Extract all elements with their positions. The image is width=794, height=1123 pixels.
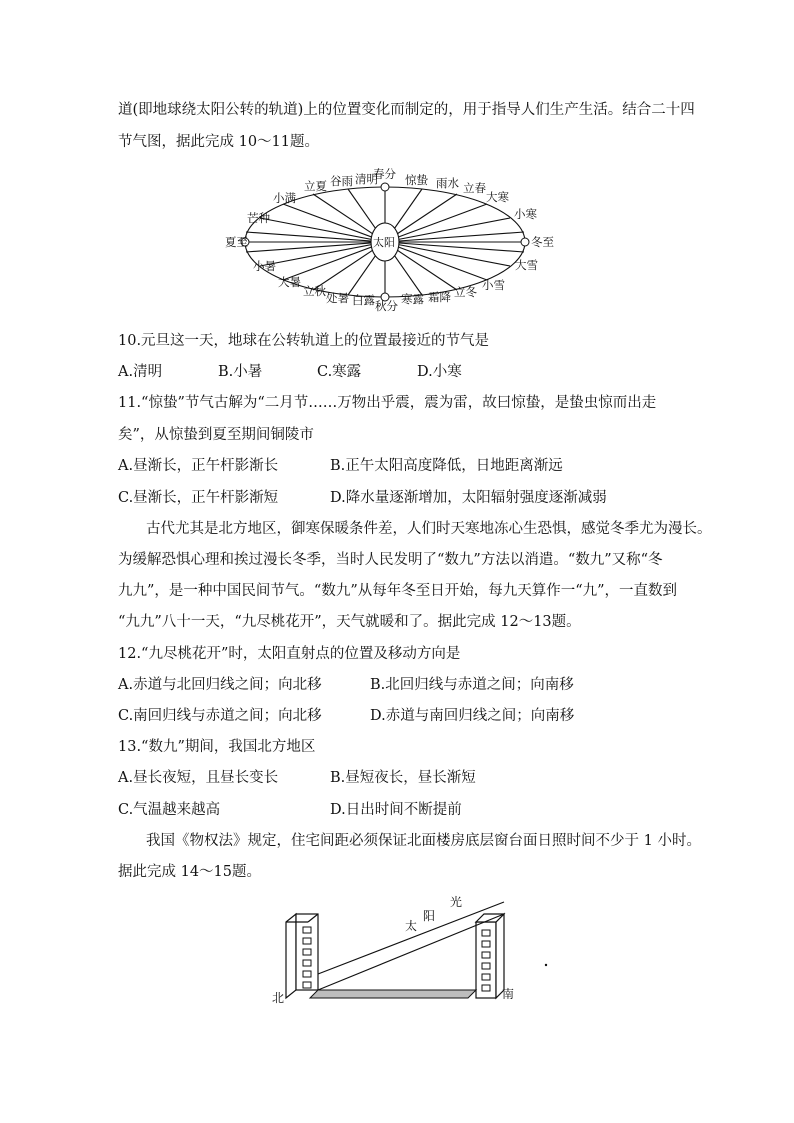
term-xiaoshu: 小暑 bbox=[253, 259, 276, 273]
term-mangzhong: 芒种 bbox=[247, 211, 270, 225]
intro-line-1: 道(即地球绕太阳公转的轨道)上的位置变化而制定的，用于指导人们生产生活。结合二十四 bbox=[118, 102, 695, 118]
q10-option-b: B.小暑 bbox=[218, 364, 263, 380]
north-building-side bbox=[286, 914, 296, 998]
q13-stem: 13.“数九”期间，我国北方地区 bbox=[118, 739, 316, 755]
term-guyu: 谷雨 bbox=[330, 174, 353, 188]
passage2-line-1: 古代尤其是北方地区，御寒保暖条件差，人们时天寒地冻心生恐惧，感觉冬季尤为漫长。 bbox=[146, 521, 712, 537]
ground-shadow bbox=[310, 990, 476, 998]
q11-option-a: A.昼渐长，正午杆影渐长 bbox=[118, 458, 279, 474]
passage2-line-4: “九九”八十一天，“九尽桃花开”，天气就暖和了。据此完成 12～13题。 bbox=[118, 614, 581, 630]
q10-stem: 10.元旦这一天，地球在公转轨道上的位置最接近的节气是 bbox=[118, 333, 490, 349]
q13-option-d: D.日出时间不断提前 bbox=[330, 802, 462, 818]
passage3-line-1: 我国《物权法》规定，住宅间距必须保证北面楼房底层窗台面日照时间不少于 1 小时。 bbox=[146, 833, 701, 849]
q10-option-c: C.寒露 bbox=[317, 364, 362, 380]
south-label: 南 bbox=[502, 987, 515, 1001]
term-daxue: 大雪 bbox=[515, 258, 538, 272]
term-winter-solstice: 冬至 bbox=[531, 235, 554, 249]
q12-option-b: B.北回归线与赤道之间；向南移 bbox=[370, 677, 574, 693]
q12-option-a: A.赤道与北回归线之间；向北移 bbox=[118, 677, 322, 693]
term-bailu: 白露 bbox=[352, 293, 375, 307]
earth-winter-solstice bbox=[521, 238, 529, 246]
term-xiaohan: 小寒 bbox=[514, 207, 537, 221]
north-label: 北 bbox=[272, 991, 285, 1005]
south-building-side bbox=[496, 914, 504, 998]
passage3-line-2: 据此完成 14～15题。 bbox=[118, 864, 262, 880]
sun-label: 太阳 bbox=[373, 236, 395, 249]
term-lixia: 立夏 bbox=[304, 179, 327, 193]
term-xiaoman: 小满 bbox=[273, 191, 296, 205]
q11-stem-2: 矣”，从惊蛰到夏至期间铜陵市 bbox=[118, 427, 314, 443]
term-lidong: 立冬 bbox=[454, 285, 477, 299]
term-qingming: 清明 bbox=[355, 172, 378, 186]
term-xiaoxue: 小雪 bbox=[482, 278, 505, 292]
term-summer-solstice: 夏至 bbox=[225, 235, 248, 249]
q12-option-d: D.赤道与南回归线之间；向南移 bbox=[370, 708, 575, 724]
passage2-line-2: 为缓解恐惧心理和挨过漫长冬季，当时人民发明了“数九”方法以消遣。“数九”又称“冬 bbox=[118, 552, 663, 568]
sunlight-label-1: 太 bbox=[405, 919, 418, 933]
q11-option-d: D.降水量逐渐增加，太阳辐射强度逐渐减弱 bbox=[330, 490, 607, 506]
sunlight-label-3: 光 bbox=[450, 895, 463, 909]
term-spring-equinox: 春分 bbox=[373, 167, 396, 181]
term-chushu: 处暑 bbox=[326, 291, 349, 305]
q13-option-a: A.昼长夜短，且昼长变长 bbox=[118, 770, 279, 786]
term-autumn-equinox: 秋分 bbox=[375, 299, 398, 312]
term-jingzhe: 惊蛰 bbox=[405, 173, 428, 187]
term-hanlu: 寒露 bbox=[401, 292, 424, 306]
sunlight-label-2: 阳 bbox=[423, 909, 436, 923]
passage2-line-3: 九九”，是一种中国民间节气。“数九”从每年冬至日开始，每九天算作一“九”，一直数到 bbox=[118, 583, 678, 599]
q11-stem-1: 11.“惊蛰”节气古解为“二月节……万物出乎震，震为雷，故曰惊蛰，是蛰虫惊而出走 bbox=[118, 395, 657, 411]
building-sunlight-diagram bbox=[270, 892, 550, 1007]
intro-line-2: 节气图，据此完成 10～11题。 bbox=[118, 134, 320, 150]
q11-option-c: C.昼渐长，正午杆影渐短 bbox=[118, 490, 279, 506]
term-lichun: 立春 bbox=[463, 181, 486, 195]
q10-option-a: A.清明 bbox=[118, 364, 163, 380]
term-liqiu: 立秋 bbox=[303, 284, 326, 298]
term-shuangjiang: 霜降 bbox=[428, 290, 451, 304]
earth-spring-equinox bbox=[381, 183, 389, 191]
q11-option-b: B.正午太阳高度降低，日地距离渐远 bbox=[330, 458, 563, 474]
term-dahan: 大寒 bbox=[486, 190, 509, 204]
q10-option-d: D.小寒 bbox=[417, 364, 462, 380]
q13-option-b: B.昼短夜长，昼长渐短 bbox=[330, 770, 476, 786]
q12-option-c: C.南回归线与赤道之间；向北移 bbox=[118, 708, 322, 724]
solar-terms-orbit-diagram bbox=[225, 162, 570, 312]
term-dashu: 大暑 bbox=[278, 275, 301, 289]
q12-stem: 12.“九尽桃花开”时，太阳直射点的位置及移动方向是 bbox=[118, 646, 461, 662]
q13-option-c: C.气温越来越高 bbox=[118, 802, 221, 818]
term-yushui: 雨水 bbox=[436, 176, 459, 190]
